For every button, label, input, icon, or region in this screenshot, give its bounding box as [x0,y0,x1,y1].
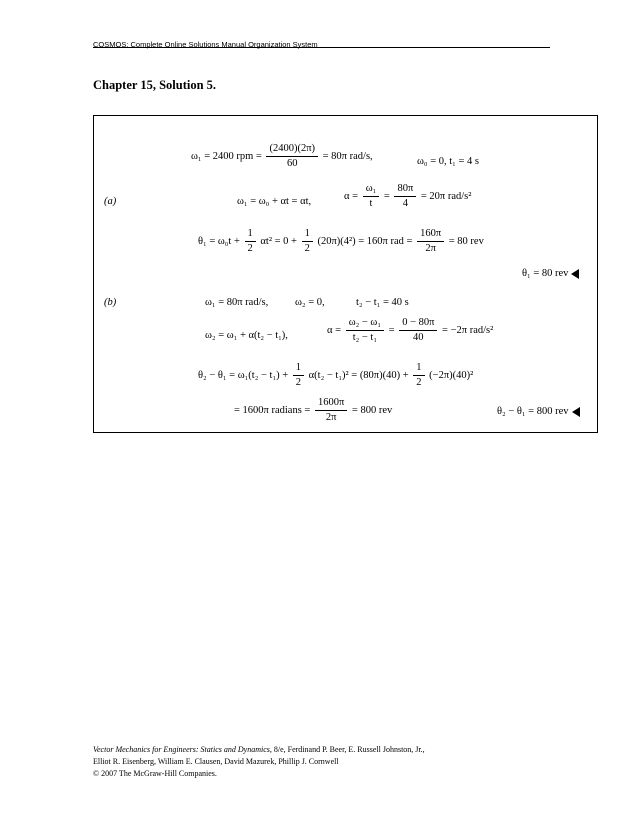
answer-b: θ₂ − θ₁ = 800 rev [497,406,580,417]
footer-copyright: © 2007 The McGraw-Hill Companies. [93,769,217,778]
answer-marker-icon [571,269,579,279]
part-a-label: (a) [104,196,117,207]
header-rule [93,47,550,48]
equation-alpha-b: α = $\frac{\text{ω₂ − ω₁}}{\text{t₂ − t₁}}$ = $\frac{0 - 80\pi}{40}$ = −2π rad/s² [327,317,494,343]
equation-omega2-relation: ω₂ = ω₁ + α(t₂ − t₁), [205,330,288,341]
page-header: COSMOS: Complete Online Solutions Manual Organization System [93,40,318,49]
equation-theta1: θ₁ = ω₀t + $\frac{1}{2}$ αt² = 0 + $\frac{1}{2}$ (20π)(4²) = 160π rad = $\frac{160\pi}{2\pi}$ = 80 rev [198,228,484,254]
equation-result-radians: = 1600π radians = $\frac{1600\pi}{2\pi}$ = 800 rev [234,397,393,423]
equation-given-b-2: ω₂ = 0, [295,297,325,308]
equation-omega-relation: ω₁ = ω₀ + αt = αt, [237,196,312,207]
footer-line-1: Vector Mechanics for Engineers: Statics and Dynamics, 8/e, Ferdinand P. Beer, E. Russell Johnston, Jr., [93,745,425,754]
footer-line-2: Elliot R. Eisenberg, William E. Clausen, David Mazurek, Phillip J. Cornwell [93,757,339,766]
solution-box [93,115,598,433]
equation-initial-conditions: ω₀ = 0, t₁ = 4 s [417,156,479,167]
chapter-title: Chapter 15, Solution 5. [93,78,217,92]
answer-marker-icon [572,407,580,417]
equation-given-b-1: ω₁ = 80π rad/s, [205,297,269,308]
equation-theta-difference: θ₂ − θ₁ = ω₁(t₂ − t₁) + $\frac{1}{2}$ α(t₂ − t₁)² = (80π)(40) + $\frac{1}{2}$ (−2π)(40)² [198,362,474,388]
equation-alpha-a: α = $\frac{\text{ω₁}}{t}$ = $\frac{80\pi}{4}$ = 20π rad/s² [344,183,472,209]
answer-a: θ₁ = 80 rev [522,268,579,279]
equation-omega1: ω₁ = 2400 rpm = $\frac{(2400)(2\pi)}{60}$ = 80π rad/s, [191,143,373,169]
equation-given-b-3: t₂ − t₁ = 40 s [356,297,409,308]
part-b-label: (b) [104,297,117,308]
fraction-omega1: $\frac{(2400)(2\pi)}{60}$ [266,143,318,170]
